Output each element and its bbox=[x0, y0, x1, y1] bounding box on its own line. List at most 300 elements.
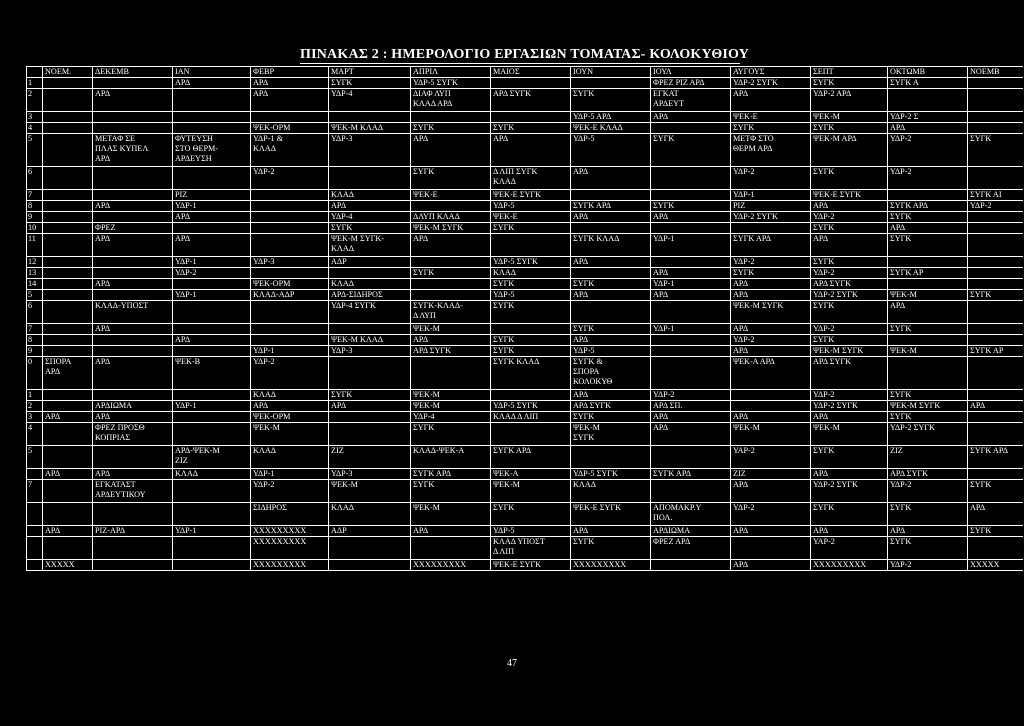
table-title: ΠΙΝΑΚΑΣ 2 : ΗΜΕΡΟΛΟΓΙΟ ΕΡΓΑΣΙΩΝ ΤΟΜΑΤΑΣ- ΚΟΛΟΚΥΘΙΟΥ bbox=[300, 47, 750, 62]
table-cell: ΣΥΓΚ bbox=[811, 223, 888, 234]
table-cell bbox=[173, 167, 251, 190]
table-cell bbox=[329, 423, 411, 446]
month-header: ΙΟΥΝ bbox=[571, 67, 651, 78]
table-cell: ΑΡΔ ΣΥΓΚ bbox=[491, 89, 571, 112]
table-cell: ΧΧΧΧΧΧΧΧΧ bbox=[811, 560, 888, 571]
table-cell bbox=[731, 223, 811, 234]
table-cell: ΑΡΔ-ΨΕΚ-Μ ΖΙΖ bbox=[173, 446, 251, 469]
table-cell: ΥΔΡ-2 bbox=[888, 134, 968, 167]
table-cell: ΖΙΖ bbox=[888, 446, 968, 469]
table-cell bbox=[93, 212, 173, 223]
day-number: 9 bbox=[27, 212, 43, 223]
day-number: 7 bbox=[27, 324, 43, 335]
table-cell: ΑΡΔ bbox=[491, 134, 571, 167]
table-cell: ΣΥΓΚ bbox=[888, 412, 968, 423]
table-cell: ΑΡΔ bbox=[888, 301, 968, 324]
page-number: 47 bbox=[507, 658, 517, 669]
table-cell bbox=[731, 537, 811, 560]
table-cell: ΥΔΡ-5 bbox=[571, 346, 651, 357]
table-cell: ΑΡΔ bbox=[651, 412, 731, 423]
table-cell: ΣΥΓΚ bbox=[968, 526, 1023, 537]
table-cell bbox=[968, 112, 1023, 123]
table-cell: ΑΡΔ bbox=[173, 234, 251, 257]
table-cell bbox=[173, 560, 251, 571]
table-cell bbox=[93, 167, 173, 190]
table-cell: ΑΡΔ bbox=[571, 335, 651, 346]
table-cell bbox=[491, 78, 571, 89]
table-cell bbox=[968, 257, 1023, 268]
table-cell: ΣΥΓΚ ΚΛΑΔ bbox=[571, 234, 651, 257]
table-cell: ΣΥΓΚ bbox=[571, 279, 651, 290]
table-row bbox=[27, 423, 1023, 446]
table-cell bbox=[173, 423, 251, 446]
table-cell: ΥΔΡ-2 bbox=[888, 560, 968, 571]
table-cell: ΥΔΡ-2 bbox=[173, 268, 251, 279]
table-cell bbox=[173, 412, 251, 423]
table-cell bbox=[93, 257, 173, 268]
table-cell: ΣΥΓΚ bbox=[968, 290, 1023, 301]
table-cell bbox=[571, 78, 651, 89]
table-cell: ΑΡΔ bbox=[411, 335, 491, 346]
table-cell: ΖΙΖ bbox=[731, 469, 811, 480]
day-number: 5 bbox=[27, 446, 43, 469]
table-cell: ΑΡΔ bbox=[731, 89, 811, 112]
table-cell: ΚΛΑΔ bbox=[173, 469, 251, 480]
table-cell bbox=[43, 290, 93, 301]
day-number: 8 bbox=[27, 201, 43, 212]
table-cell: ΨΕΚ-Μ ΣΥΓΚ bbox=[571, 423, 651, 446]
table-cell bbox=[731, 390, 811, 401]
table-cell: ΑΡΔ bbox=[411, 526, 491, 537]
table-cell: ΑΡΔ bbox=[571, 167, 651, 190]
table-cell bbox=[651, 346, 731, 357]
table-cell bbox=[571, 446, 651, 469]
table-cell: ΥΔΡ-2 bbox=[811, 390, 888, 401]
table-cell bbox=[651, 357, 731, 390]
table-cell: ΑΡΔ bbox=[651, 268, 731, 279]
table-cell: ΥΔΡ-1 bbox=[651, 279, 731, 290]
table-cell: ΥΑΡ-2 bbox=[811, 537, 888, 560]
table-cell: ΨΕΚ-Μ bbox=[888, 290, 968, 301]
table-cell: ΧΧΧΧΧΧΧΧΧ bbox=[251, 526, 329, 537]
table-cell: ΑΡΔ bbox=[93, 469, 173, 480]
table-cell: ΨΕΚ-Μ bbox=[251, 423, 329, 446]
table-cell: ΦΡΕΖ bbox=[93, 223, 173, 234]
table-cell bbox=[43, 190, 93, 201]
table-cell bbox=[411, 201, 491, 212]
table-cell: ΦΥΤΕΥΣΗ ΣΤΟ ΘΕΡΜ- ΑΡΔΕΥΣΗ bbox=[173, 134, 251, 167]
table-cell: ΣΥΓΚ bbox=[571, 412, 651, 423]
table-cell bbox=[651, 446, 731, 469]
table-cell: ΥΔΡ-5 bbox=[491, 526, 571, 537]
table-cell bbox=[968, 390, 1023, 401]
table-cell: ΧΧΧΧΧΧΧΧΧ bbox=[411, 560, 491, 571]
table-cell: ΚΛΑΔ bbox=[571, 480, 651, 503]
table-cell bbox=[173, 390, 251, 401]
table-cell: ΣΥΓΚ bbox=[411, 480, 491, 503]
table-cell: ΨΕΚ-Μ ΣΥΓΚ bbox=[731, 301, 811, 324]
table-cell: ΧΧΧΧΧ bbox=[968, 560, 1023, 571]
table-cell: ΑΡΔ ΣΥΓΚ bbox=[411, 346, 491, 357]
table-cell: ΑΡΔ bbox=[731, 279, 811, 290]
table-cell: ΣΥΓΚ bbox=[811, 335, 888, 346]
table-cell bbox=[43, 234, 93, 257]
table-cell: ΑΡΔ bbox=[43, 469, 93, 480]
table-cell bbox=[968, 123, 1023, 134]
table-row bbox=[27, 78, 1023, 89]
table-cell bbox=[173, 537, 251, 560]
table-row bbox=[27, 412, 1023, 423]
table-cell: ΑΡΔ bbox=[888, 223, 968, 234]
table-cell: ΑΔΡ bbox=[329, 257, 411, 268]
table-cell: ΣΥΓΚ bbox=[888, 503, 968, 526]
table-cell: ΧΧΧΧΧΧΧΧΧ bbox=[251, 560, 329, 571]
table-row bbox=[27, 390, 1023, 401]
table-cell: ΑΡΔ ΣΥΓΚ bbox=[811, 357, 888, 390]
table-cell: ΣΥΓΚ bbox=[811, 123, 888, 134]
table-row bbox=[27, 89, 1023, 112]
table-cell bbox=[968, 212, 1023, 223]
table-cell: ΑΡΔ bbox=[329, 401, 411, 412]
table-cell: ΥΔΡ-2 ΣΥΓΚ bbox=[731, 212, 811, 223]
table-cell bbox=[173, 324, 251, 335]
table-cell: ΣΥΓΚ bbox=[888, 390, 968, 401]
table-cell: ΨΕΚ-Μ ΣΥΓΚ bbox=[811, 346, 888, 357]
table-cell: ΣΥΓΚ ΑΡ bbox=[968, 346, 1023, 357]
table-cell: ΣΥΓΚ bbox=[491, 503, 571, 526]
table-cell: ΑΔΡ bbox=[329, 526, 411, 537]
table-cell bbox=[43, 134, 93, 167]
table-cell bbox=[43, 212, 93, 223]
table-cell: ΑΡΔ bbox=[93, 324, 173, 335]
table-cell: ΑΡΔ bbox=[651, 423, 731, 446]
table-cell bbox=[43, 268, 93, 279]
day-number: 14 bbox=[27, 279, 43, 290]
table-cell: ΣΥΓΚ bbox=[731, 268, 811, 279]
table-cell bbox=[251, 268, 329, 279]
table-cell bbox=[93, 346, 173, 357]
table-cell: ΚΛΑΔ bbox=[251, 390, 329, 401]
table-cell bbox=[491, 324, 571, 335]
table-cell: ΣΥΓΚ bbox=[811, 301, 888, 324]
table-cell bbox=[93, 290, 173, 301]
table-cell: ΣΥΓΚ bbox=[411, 423, 491, 446]
table-cell: ΑΡΔ bbox=[571, 290, 651, 301]
day-number bbox=[27, 469, 43, 480]
table-cell bbox=[93, 123, 173, 134]
table-cell: ΣΥΓΚ bbox=[811, 257, 888, 268]
table-cell bbox=[968, 324, 1023, 335]
table-cell bbox=[888, 335, 968, 346]
table-cell: ΣΥΓΚ bbox=[888, 537, 968, 560]
table-cell: ΥΔΡ-4 bbox=[411, 412, 491, 423]
table-cell: ΨΕΚ-Μ bbox=[811, 112, 888, 123]
day-number: 2 bbox=[27, 401, 43, 412]
table-cell: ΣΥΓΚ bbox=[411, 123, 491, 134]
table-cell: ΥΔΡ-1 bbox=[731, 190, 811, 201]
table-cell bbox=[251, 112, 329, 123]
table-cell: ΣΥΓΚ ΚΛΑΔ bbox=[491, 357, 571, 390]
table-cell bbox=[491, 112, 571, 123]
day-number: 11 bbox=[27, 234, 43, 257]
table-cell: ΣΥΓΚ bbox=[491, 335, 571, 346]
table-cell: ΔΙΑΦ ΛΥΠ ΚΛΑΔ ΑΡΔ bbox=[411, 89, 491, 112]
table-cell: ΨΕΚ-Μ bbox=[811, 423, 888, 446]
month-header: ΙΑΝ bbox=[173, 67, 251, 78]
table-cell: ΜΕΤΑΦ ΣΕ ΠΛΑΣ ΚΥΠΕΛ ΑΡΔ bbox=[93, 134, 173, 167]
table-cell: ΣΥΓΚ bbox=[491, 223, 571, 234]
table-cell: ΥΔΡ-3 bbox=[329, 469, 411, 480]
table-cell: ΥΔΡ-2 bbox=[731, 167, 811, 190]
table-cell: ΚΛΑΔ bbox=[251, 446, 329, 469]
table-row bbox=[27, 190, 1023, 201]
table-cell bbox=[43, 390, 93, 401]
table-cell: ΥΔΡ-1 bbox=[651, 324, 731, 335]
table-cell: ΥΔΡ-1 bbox=[173, 257, 251, 268]
table-cell bbox=[329, 268, 411, 279]
table-cell: ΧΧΧΧΧΧΧΧΧ bbox=[251, 537, 329, 560]
table-cell bbox=[173, 89, 251, 112]
table-cell: ΑΡΔ bbox=[571, 212, 651, 223]
table-cell: ΧΧΧΧΧΧΧΧΧ bbox=[571, 560, 651, 571]
table-cell: ΣΥΓΚ bbox=[411, 268, 491, 279]
table-row bbox=[27, 537, 1023, 560]
table-cell bbox=[968, 469, 1023, 480]
table-cell bbox=[93, 390, 173, 401]
table-cell: ΥΔΡ-5 bbox=[491, 290, 571, 301]
table-cell: ΑΠΟΜΑΚΡ.Υ ΠΟΛ. bbox=[651, 503, 731, 526]
table-row bbox=[27, 324, 1023, 335]
table-cell bbox=[173, 346, 251, 357]
table-cell bbox=[173, 480, 251, 503]
table-cell bbox=[651, 257, 731, 268]
table-cell: ΚΛΑΔ ΥΠΟΣΤ Δ ΛΙΠ bbox=[491, 537, 571, 560]
table-cell: ΨΕΚ-Μ bbox=[411, 503, 491, 526]
table-cell: ΥΔΡ-1 bbox=[173, 290, 251, 301]
table-cell bbox=[43, 223, 93, 234]
table-cell: ΣΥΓΚ bbox=[329, 390, 411, 401]
table-cell bbox=[43, 324, 93, 335]
table-cell: ΥΔΡ-1 bbox=[251, 346, 329, 357]
table-cell: ΕΓΚΑΤΑΣΤ ΑΡΔΕΥΤΙΚΟΥ bbox=[93, 480, 173, 503]
table-cell bbox=[411, 279, 491, 290]
table-cell bbox=[968, 412, 1023, 423]
table-cell bbox=[329, 412, 411, 423]
table-cell: ΚΛΑΔ bbox=[491, 268, 571, 279]
table-row bbox=[27, 112, 1023, 123]
table-row bbox=[27, 346, 1023, 357]
table-cell bbox=[43, 446, 93, 469]
table-cell: ΑΡΔ bbox=[651, 112, 731, 123]
table-cell: ΨΕΚ-Μ bbox=[731, 423, 811, 446]
month-header: ΑΥΓΟΥΣ bbox=[731, 67, 811, 78]
table-cell: ΨΕΚ-Μ bbox=[491, 480, 571, 503]
table-cell: ΚΛΑΔ-ΥΠΟΣΤ bbox=[93, 301, 173, 324]
table-cell: ΣΥΓΚ bbox=[888, 212, 968, 223]
table-cell: ΨΕΚ-Β bbox=[173, 357, 251, 390]
table-cell: ΨΕΚ-Μ bbox=[411, 324, 491, 335]
table-cell bbox=[968, 423, 1023, 446]
table-cell: ΥΔΡ-4 ΣΥΓΚ bbox=[329, 301, 411, 324]
table-cell bbox=[251, 234, 329, 257]
table-cell: ΑΡΔ bbox=[811, 201, 888, 212]
table-cell: ΨΕΚ-Μ ΑΡΔ bbox=[811, 134, 888, 167]
table-cell: ΑΡΔ bbox=[571, 257, 651, 268]
table-cell: ΥΔΡ-2 Σ bbox=[888, 112, 968, 123]
table-cell: ΥΔΡ-5 ΣΥΓΚ bbox=[491, 257, 571, 268]
table-cell: ΡΙΖ bbox=[173, 190, 251, 201]
table-cell bbox=[329, 112, 411, 123]
table-cell bbox=[968, 223, 1023, 234]
table-cell: ΖΙΖ bbox=[329, 446, 411, 469]
table-cell: ΚΛΑΔ bbox=[329, 503, 411, 526]
table-cell: ΥΔΡ-3 bbox=[329, 134, 411, 167]
month-header: ΝΟΕΜ. bbox=[43, 67, 93, 78]
table-cell bbox=[43, 301, 93, 324]
table-row bbox=[27, 167, 1023, 190]
table-cell bbox=[888, 89, 968, 112]
table-cell: ΦΡΕΖ ΑΡΔ bbox=[651, 537, 731, 560]
table-cell: ΥΔΡ-1 bbox=[173, 526, 251, 537]
table-cell bbox=[968, 537, 1023, 560]
table-cell: ΣΥΓΚ bbox=[411, 167, 491, 190]
table-cell: ΑΡΔ bbox=[888, 526, 968, 537]
table-cell: ΑΡΔ bbox=[571, 390, 651, 401]
table-cell: ΥΔΡ-2 bbox=[968, 201, 1023, 212]
table-cell bbox=[93, 537, 173, 560]
table-cell bbox=[491, 390, 571, 401]
table-row bbox=[27, 268, 1023, 279]
table-cell: ΑΡΔ bbox=[571, 526, 651, 537]
month-header: ΑΠΡΙΛ bbox=[411, 67, 491, 78]
table-cell bbox=[491, 234, 571, 257]
day-number: 2 bbox=[27, 89, 43, 112]
table-cell: ΣΥΓΚ bbox=[811, 503, 888, 526]
table-cell bbox=[93, 190, 173, 201]
table-cell: ΡΙΖ bbox=[731, 201, 811, 212]
table-cell: ΥΔΡ-5 bbox=[491, 201, 571, 212]
table-cell: ΥΔΡ-3 bbox=[251, 257, 329, 268]
table-cell bbox=[43, 257, 93, 268]
table-cell: ΣΥΓΚ bbox=[968, 134, 1023, 167]
day-number: 10 bbox=[27, 223, 43, 234]
table-cell: ΥΔΡ-2 ΣΥΓΚ bbox=[811, 401, 888, 412]
table-cell: ΑΡΔ bbox=[968, 503, 1023, 526]
table-cell: ΑΡΔ bbox=[173, 335, 251, 346]
table-cell: ΣΥΓΚ bbox=[571, 324, 651, 335]
day-number: 1 bbox=[27, 78, 43, 89]
table-cell bbox=[651, 560, 731, 571]
table-cell bbox=[329, 560, 411, 571]
table-cell bbox=[43, 401, 93, 412]
table-cell: ΣΥΓΚ bbox=[651, 134, 731, 167]
table-cell: ΨΕΚ-Μ ΚΛΑΔ bbox=[329, 123, 411, 134]
table-cell bbox=[43, 480, 93, 503]
table-row bbox=[27, 279, 1023, 290]
table-cell: ΑΡΔ bbox=[93, 357, 173, 390]
table-cell: ΥΔΡ-2 bbox=[888, 167, 968, 190]
table-cell bbox=[571, 190, 651, 201]
table-cell: ΣΥΓΚ bbox=[888, 234, 968, 257]
table-cell: ΑΡΔ bbox=[411, 234, 491, 257]
table-cell: ΣΥΓΚ bbox=[491, 346, 571, 357]
table-cell: ΣΥΓΚ ΑΡΔ bbox=[491, 446, 571, 469]
table-cell: ΑΡΔ bbox=[811, 469, 888, 480]
table-row bbox=[27, 301, 1023, 324]
table-cell bbox=[251, 324, 329, 335]
table-cell bbox=[251, 212, 329, 223]
table-cell bbox=[43, 201, 93, 212]
table-cell bbox=[251, 301, 329, 324]
table-cell: Δ ΛΙΠ ΣΥΓΚ ΚΛΑΔ bbox=[491, 167, 571, 190]
table-cell bbox=[173, 112, 251, 123]
table-cell: ΣΥΓΚ ΑΡΔ bbox=[731, 234, 811, 257]
month-header: ΔΕΚΕΜΒ bbox=[93, 67, 173, 78]
table-cell: ΥΔΡ-1 bbox=[251, 469, 329, 480]
table-cell: ΑΡΔ bbox=[811, 412, 888, 423]
table-cell: ΥΔΡ-2 bbox=[651, 390, 731, 401]
month-header-row bbox=[27, 67, 1023, 78]
table-cell bbox=[411, 112, 491, 123]
table-cell: ΣΥΓΚ bbox=[329, 223, 411, 234]
table-cell: ΥΔΡ-3 bbox=[329, 346, 411, 357]
table-cell: ΨΕΚ-ΟΡΜ bbox=[251, 279, 329, 290]
table-row bbox=[27, 257, 1023, 268]
table-cell: ΑΡΔ bbox=[93, 279, 173, 290]
table-cell: ΨΕΚ-Ε bbox=[731, 112, 811, 123]
table-cell: ΑΡΔ ΣΥΓΚ bbox=[888, 469, 968, 480]
day-number bbox=[27, 560, 43, 571]
table-cell: ΑΡΔ bbox=[811, 526, 888, 537]
table-cell bbox=[571, 301, 651, 324]
table-cell: ΜΕΤΦ ΣΤΟ ΘΕΡΜ ΑΡΔ bbox=[731, 134, 811, 167]
table-cell: ΣΥΓΚ bbox=[811, 78, 888, 89]
table-cell: ΥΔΡ-1 & ΚΛΑΔ bbox=[251, 134, 329, 167]
table-cell: ΑΡΔ bbox=[251, 78, 329, 89]
day-header bbox=[27, 67, 43, 78]
table-cell bbox=[968, 301, 1023, 324]
table-cell: ΣΥΓΚ bbox=[491, 279, 571, 290]
table-cell: ΥΔΡ-2 bbox=[811, 212, 888, 223]
table-cell: ΨΕΚ-Ε bbox=[491, 212, 571, 223]
table-cell: ΥΔΡ-5 ΑΡΔ bbox=[571, 112, 651, 123]
table-cell bbox=[43, 423, 93, 446]
table-cell bbox=[411, 357, 491, 390]
table-cell: ΑΡΔ bbox=[93, 201, 173, 212]
table-cell: ΑΡΔ bbox=[968, 401, 1023, 412]
table-row bbox=[27, 123, 1023, 134]
table-cell bbox=[571, 223, 651, 234]
table-cell bbox=[411, 537, 491, 560]
table-cell: ΔΛΥΠ ΚΛΑΔ bbox=[411, 212, 491, 223]
table-cell: ΚΛΑΔ Δ ΛΙΠ bbox=[491, 412, 571, 423]
table-cell: ΥΔΡ-4 bbox=[329, 89, 411, 112]
table-cell bbox=[173, 301, 251, 324]
table-cell bbox=[251, 335, 329, 346]
table-cell: ΑΡΔ bbox=[731, 526, 811, 537]
table-cell: ΣΥΓΚ bbox=[329, 78, 411, 89]
table-cell: ΥΔΡ-2 bbox=[731, 335, 811, 346]
table-cell: ΧΧΧΧΧ bbox=[43, 560, 93, 571]
table-cell: ΣΥΓΚ Α bbox=[888, 78, 968, 89]
table-cell: ΥΔΡ-5 bbox=[571, 134, 651, 167]
day-number bbox=[27, 503, 43, 526]
table-cell: ΑΡΔ ΣΥΓΚ bbox=[811, 279, 888, 290]
table-cell bbox=[651, 190, 731, 201]
table-cell: ΨΕΚ-ΟΡΜ bbox=[251, 123, 329, 134]
table-row bbox=[27, 212, 1023, 223]
table-cell: ΥΔΡ-2 bbox=[251, 167, 329, 190]
